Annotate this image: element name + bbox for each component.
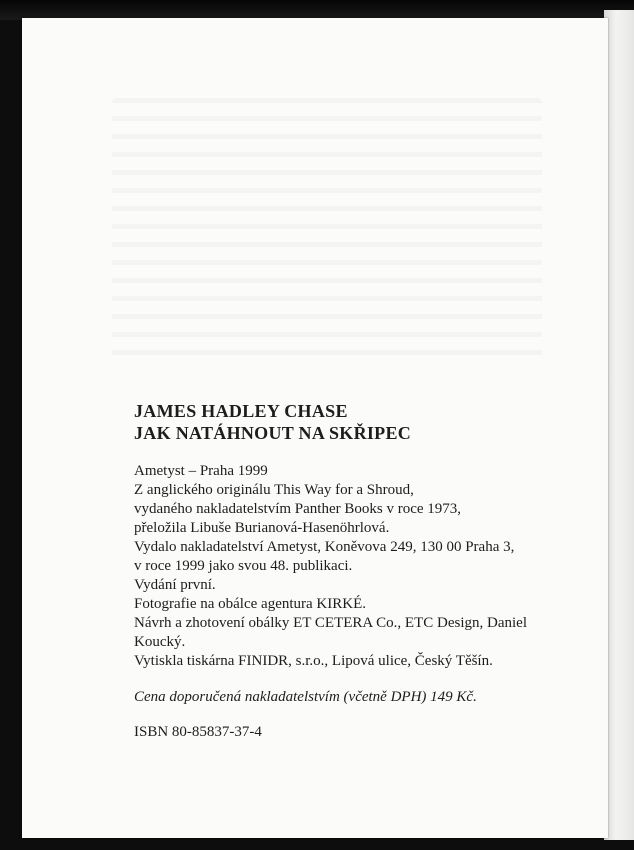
imprint-line: přeložila Libuše Burianová-Hasenöhrlová.: [134, 520, 390, 536]
show-through-text: [112, 98, 542, 368]
imprint-line: vydaného nakladatelstvím Panther Books v roce 1973,: [134, 501, 462, 517]
scan-right-edge: [604, 10, 634, 840]
recommended-price: Cena doporučená nakladatelstvím (včetně DPH) 149 Kč.: [134, 689, 477, 705]
imprint-line: v roce 1999 jako svou 48. publikaci.: [134, 558, 353, 574]
book-title: JAK NATÁHNOUT NA SKŘIPEC: [134, 423, 412, 443]
imprint-line: Ametyst – Praha 1999: [134, 463, 268, 479]
imprint-line: Z anglického originálu This Way for a Shroud,: [134, 482, 414, 498]
imprint-line: Fotografie na obálce agentura KIRKÉ.: [134, 596, 366, 612]
imprint-line: Vydalo nakladatelství Ametyst, Koněvova 249, 130 00 Praha 3,: [134, 539, 515, 555]
scan-top-edge: [0, 0, 634, 20]
imprint-line: Vydání první.: [134, 577, 216, 593]
colophon: [134, 400, 584, 742]
imprint-line: Vytiskla tiskárna FINIDR, s.r.o., Lipová ulice, Český Těšín.: [134, 653, 493, 669]
isbn-number: ISBN 80-85837-37-4: [134, 724, 262, 740]
imprint-line: Koucký.: [134, 634, 186, 650]
imprint-block: [134, 462, 584, 671]
author-name: JAMES HADLEY CHASE: [134, 401, 348, 421]
imprint-line: Návrh a zhotovení obálky ET CETERA Co., ETC Design, Daniel: [134, 615, 527, 631]
